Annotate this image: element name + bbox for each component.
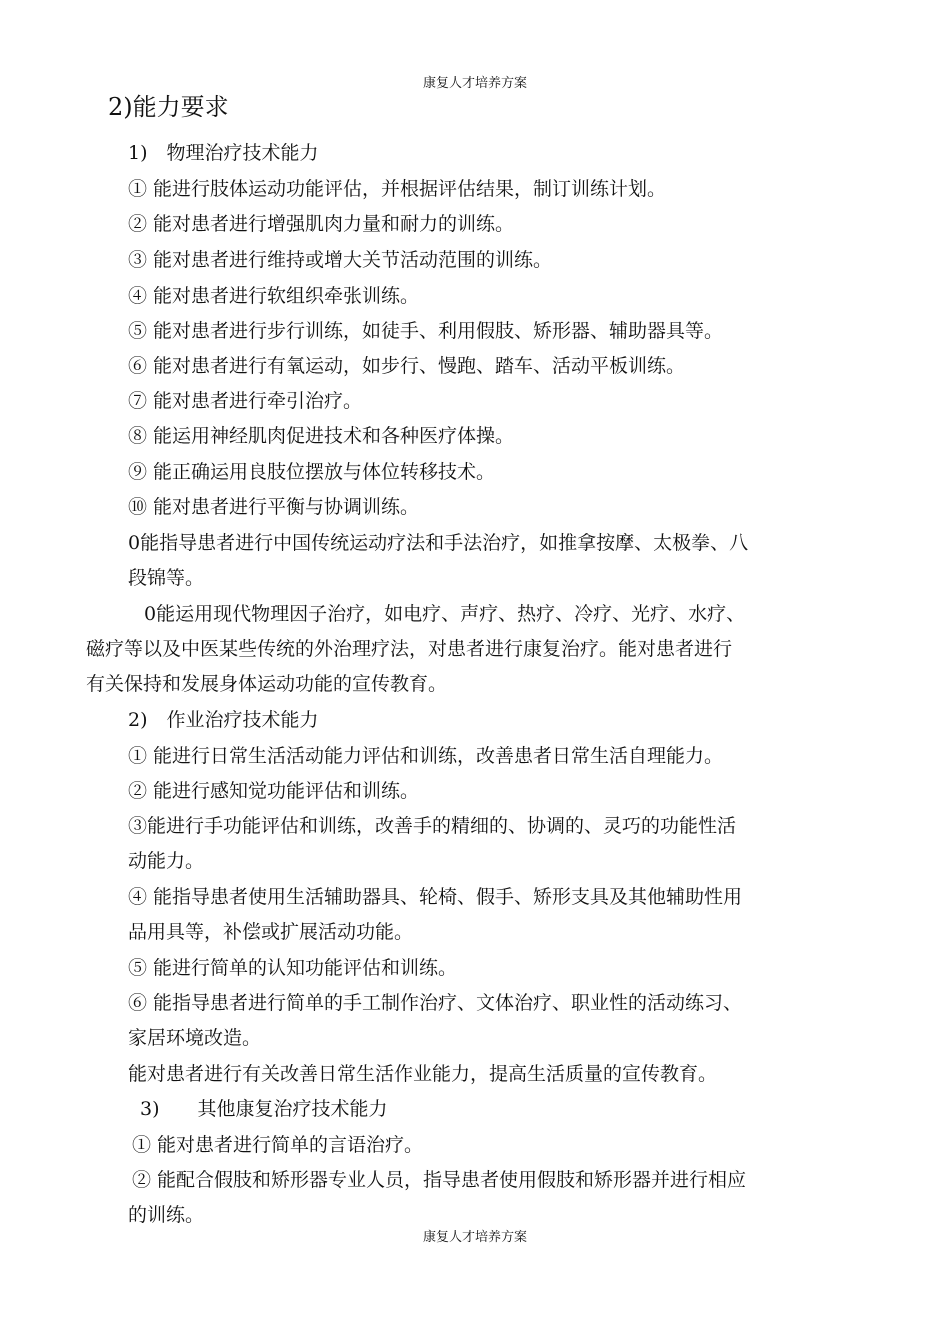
section-title: 2)能力要求 [108, 93, 229, 121]
paragraph-line: 0能指导患者进行中国传统运动疗法和手法治疗，如推拿按摩、太极拳、八 [128, 532, 749, 554]
list-item: 的训练。 [128, 1204, 205, 1226]
list-item: ③能进行手功能评估和训练，改善手的精细的、协调的、灵巧的功能性活 [128, 815, 737, 837]
page-header: 康复人才培养方案 [422, 76, 527, 91]
list-item: ① 能进行日常生活活动能力评估和训练，改善患者日常生活自理能力。 [128, 745, 724, 767]
subsection-heading-other-therapy: 3) 其他康复治疗技术能力 [140, 1098, 388, 1120]
list-item: ④ 能对患者进行软组织牵张训练。 [128, 285, 420, 307]
list-item: ⑤ 能对患者进行步行训练，如徒手、利用假肢、矫形器、辅助器具等。 [128, 320, 724, 342]
list-item: ⑤ 能进行简单的认知功能评估和训练。 [128, 957, 458, 979]
list-item: ③ 能对患者进行维持或增大关节活动范围的训练。 [128, 249, 553, 271]
list-item: ⑥ 能指导患者进行简单的手工制作治疗、文体治疗、职业性的活动练习、 [128, 992, 743, 1014]
list-item: ① 能对患者进行简单的言语治疗。 [132, 1134, 424, 1156]
paragraph-line: 0能运用现代物理因子治疗，如电疗、声疗、热疗、冷疗、光疗、水疗、 [144, 603, 746, 625]
subsection-heading-occupational-therapy: 2) 作业治疗技术能力 [128, 709, 319, 731]
list-item: ① 能进行肢体运动功能评估，并根据评估结果，制订训练计划。 [128, 178, 667, 200]
list-item: ⑦ 能对患者进行牵引治疗。 [128, 390, 363, 412]
list-item: 品用具等，补偿或扩展活动功能。 [128, 921, 414, 943]
list-item: ⑧ 能运用神经肌肉促进技术和各种医疗体操。 [128, 425, 515, 447]
list-item: ② 能对患者进行增强肌肉力量和耐力的训练。 [128, 213, 515, 235]
subsection-heading-physical-therapy: 1) 物理治疗技术能力 [128, 142, 319, 164]
list-item: ⑥ 能对患者进行有氧运动，如步行、慢跑、踏车、活动平板训练。 [128, 355, 686, 377]
list-item: ④ 能指导患者使用生活辅助器具、轮椅、假手、矫形支具及其他辅助性用 [128, 886, 743, 908]
paragraph-line: 段锦等。 [128, 567, 205, 589]
paragraph-line: 能对患者进行有关改善日常生活作业能力，提高生活质量的宣传教育。 [128, 1063, 718, 1085]
list-item: ⑩ 能对患者进行平衡与协调训练。 [128, 496, 420, 518]
list-item: ② 能配合假肢和矫形器专业人员，指导患者使用假肢和矫形器并进行相应 [132, 1169, 747, 1191]
page-footer: 康复人才培养方案 [422, 1230, 527, 1245]
list-item: ⑨ 能正确运用良肢位摆放与体位转移技术。 [128, 461, 496, 483]
paragraph-line: 有关保持和发展身体运动功能的宣传教育。 [86, 673, 448, 695]
list-item: 家居环境改造。 [128, 1027, 262, 1049]
list-item: ② 能进行感知觉功能评估和训练。 [128, 780, 420, 802]
paragraph-line: 磁疗等以及中医某些传统的外治理疗法，对患者进行康复治疗。能对患者进行 [86, 638, 733, 660]
list-item: 动能力。 [128, 850, 205, 872]
